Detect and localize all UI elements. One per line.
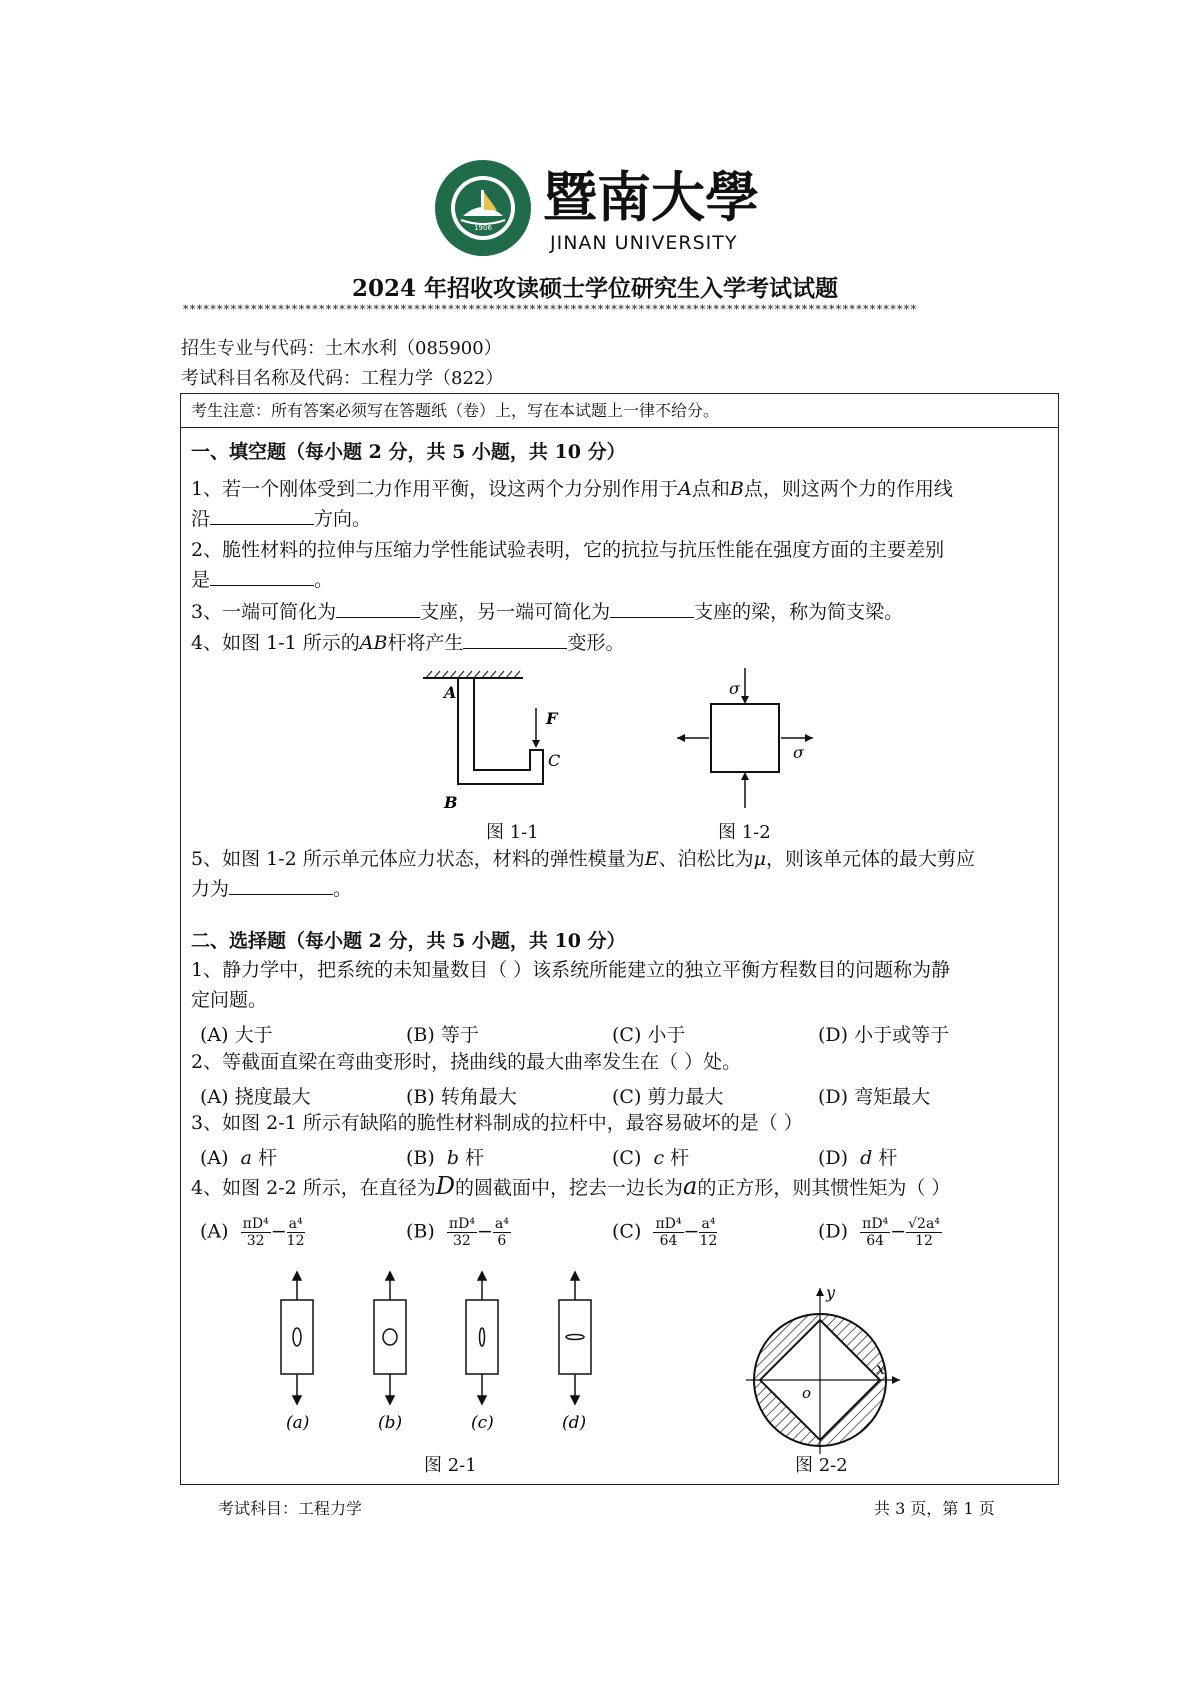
s2-q4-opt-b: (B) $\frac{\text{πD⁴}}{32}$ − $\frac{\text{a⁴}}{6}$ [406, 1216, 509, 1249]
s2-q1: 1、静力学中，把系统的未知量数目（ ）该系统所能建立的独立平衡方程数目的问题称为静 定问题。 [191, 959, 951, 1011]
footer-page: 共 3 页，第 1 页 [874, 1499, 995, 1518]
figure-1-1 [418, 668, 561, 818]
s2-q1-opt-d: (D) 小于或等于 [818, 1024, 950, 1046]
s2-q4: 4、如图 2-2 所示，在直径为D的圆截面中，挖去一边长为a的正方形，则其惯性矩为（ ） [191, 1172, 951, 1200]
s2-q2-opt-a: (A) 挠度最大 [200, 1086, 311, 1108]
subject-code: 考试科目名称及代码：工程力学（822） [181, 368, 504, 389]
s1-q4: 4、如图 1-1 所示的AB杆将产生 变形。 [191, 628, 1051, 658]
separator-stars: ************************************************************************************************************ [183, 303, 918, 316]
caption-fig1-1: 图 1-1 [486, 822, 539, 843]
logo-english: JINAN UNIVERSITY [550, 232, 738, 254]
section1-title: 一、填空题（每小题 2 分，共 5 小题，共 10 分） [191, 441, 626, 463]
major-code: 招生专业与代码：土木水利（085900） [181, 338, 502, 359]
s1-q5: 5、如图 1-2 所示单元体应力状态，材料的弹性模量为E、泊松比为μ，则该单元体的最大剪应 力为 。 [191, 848, 976, 900]
s2-q3-opt-c: (C) c 杆 [612, 1147, 690, 1169]
university-logo [433, 158, 769, 258]
s2-q1-opt-c: (C) 小于 [612, 1024, 686, 1046]
label-A: A [444, 683, 457, 702]
s2-q2: 2、等截面直梁在弯曲变形时，挠曲线的最大曲率发生在（ ）处。 [191, 1051, 742, 1073]
label-B: B [444, 793, 458, 812]
s2-q4-opt-c: (C) $\frac{\text{πD⁴}}{64}$ − $\frac{\text{a⁴}}{12}$ [612, 1216, 718, 1249]
s2-q1-opt-b: (B) 等于 [406, 1024, 479, 1046]
label-c: (c) [471, 1413, 494, 1433]
s2-q1-opt-a: (A) 大于 [200, 1024, 273, 1046]
s2-q4-opt-d: (D) $\frac{\text{πD⁴}}{64}$ − $\frac{\text{√2a⁴}}{12}$ [818, 1216, 940, 1249]
s2-q2-opt-c: (C) 剪力最大 [612, 1086, 724, 1108]
figure-1-2 [675, 664, 825, 814]
label-sigma-top: σ [729, 679, 740, 698]
caption-fig1-2: 图 1-2 [718, 822, 771, 843]
exam-title: 2024 年招收攻读硕士学位研究生入学考试试题 [351, 275, 839, 302]
s1-q3: 3、一端可简化为 支座，另一端可简化为 支座的梁，称为简支梁。 [191, 597, 1051, 627]
label-F: F [546, 709, 558, 728]
label-d: (d) [562, 1413, 587, 1433]
s2-q4-opt-a: (A) $\frac{\text{πD⁴}}{32}$ − $\frac{\text{a⁴}}{12}$ [200, 1216, 305, 1249]
s2-q3-opt-d: (D) d 杆 [818, 1147, 898, 1169]
figure-2-1 [270, 1270, 610, 1440]
label-sigma-right: σ [793, 743, 804, 762]
s2-q3: 3、如图 2-1 所示有缺陷的脆性材料制成的拉杆中，最容易破坏的是（ ） [191, 1112, 803, 1134]
caption-fig2-2: 图 2-2 [795, 1455, 848, 1476]
s1-q2: 2、脆性材料的拉伸与压缩力学性能试验表明，它的抗拉与抗压性能在强度方面的主要差别 是 。 [191, 539, 945, 591]
figure-2-2 [740, 1284, 910, 1460]
university-seal [435, 160, 531, 256]
section2-title: 二、选择题（每小题 2 分，共 5 小题，共 10 分） [191, 930, 626, 952]
logo-chinese: 暨南大學 [543, 165, 759, 229]
s2-q3-opt-b: (B) b 杆 [406, 1147, 485, 1169]
s2-q2-opt-d: (D) 弯矩最大 [818, 1086, 931, 1108]
svg-text:1906: 1906 [474, 224, 492, 232]
label-C: C [548, 751, 561, 770]
caption-fig2-1: 图 2-1 [424, 1455, 477, 1476]
footer-subject: 考试科目：工程力学 [218, 1499, 363, 1518]
label-y: y [826, 1283, 836, 1302]
label-b: (b) [378, 1413, 403, 1433]
label-x: x [876, 1359, 886, 1378]
label-o: o [802, 1384, 812, 1402]
s2-q3-opt-a: (A) a 杆 [200, 1147, 278, 1169]
s1-q1: 1、若一个刚体受到二力作用平衡，设这两个力分别作用于A点和B点，则这两个力的作用线 沿 方向。 [191, 478, 953, 530]
label-a: (a) [286, 1413, 310, 1433]
s2-q2-opt-b: (B) 转角最大 [406, 1086, 517, 1108]
notice: 考生注意：所有答案必须写在答题纸（卷）上，写在本试题上一律不给分。 [181, 394, 1058, 428]
